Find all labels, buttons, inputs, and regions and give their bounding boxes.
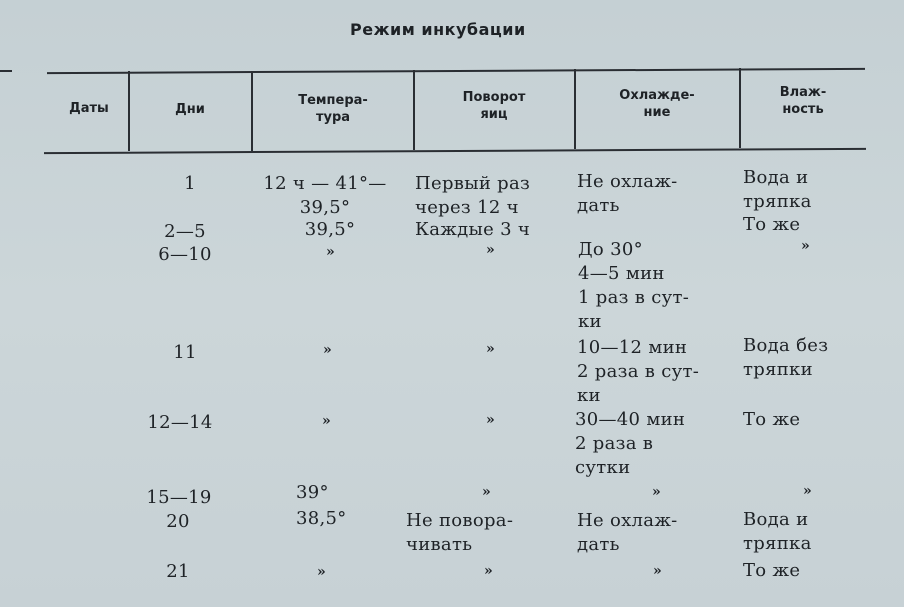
cell-humidity: То же (743, 214, 801, 235)
cell-cooling: 10—12 мин 2 раза в сут- ки (577, 337, 700, 406)
header-humidity: Влаж- ность (779, 85, 827, 117)
header-temperature: Темпера- тура (298, 93, 368, 125)
cell-humidity: » (803, 483, 812, 499)
cell-turning: » (484, 563, 493, 579)
cell-turning: » (486, 242, 495, 258)
cell-humidity: Вода и тряпка (743, 167, 812, 212)
cell-turning: Каждые 3 ч (415, 219, 531, 240)
cell-days: 6—10 (158, 244, 212, 265)
cell-cooling: » (652, 484, 661, 500)
header-dates: Даты (69, 101, 109, 116)
cell-temperature: 38,5° (296, 508, 347, 529)
cell-cooling: » (653, 563, 662, 579)
cell-turning: Не повора- чивать (406, 510, 514, 555)
cell-humidity: Вода и тряпка (743, 509, 812, 554)
cell-cooling: 30—40 мин 2 раза в сутки (575, 409, 686, 478)
cell-turning: » (486, 412, 495, 428)
cell-days: 1 (184, 173, 196, 194)
cell-days: 2—5 (164, 221, 206, 242)
cell-days: 20 (166, 511, 190, 532)
cell-temperature: 39° (296, 482, 329, 503)
cell-turning: » (486, 341, 495, 357)
cell-humidity: Вода без тряпки (743, 335, 829, 380)
margin-rule (0, 70, 12, 72)
cell-cooling: До 30° 4—5 мин 1 раз в сут- ки (578, 239, 690, 332)
cell-days: 15—19 (146, 487, 212, 508)
cell-temperature: 12 ч — 41°— 39,5° (263, 173, 387, 218)
cell-days: 11 (173, 342, 197, 363)
cell-temperature: » (317, 564, 326, 580)
cell-cooling: Не охлаж- дать (577, 510, 678, 555)
header-cooling: Охлажде- ние (619, 88, 695, 120)
cell-temperature: » (326, 244, 335, 260)
cell-days: 21 (166, 561, 190, 582)
table-top-rule (47, 68, 865, 74)
header-bottom-rule (44, 148, 866, 154)
table-title: Режим инкубации (350, 20, 526, 39)
header-turning: Поворот яиц (462, 90, 526, 122)
cell-temperature: » (323, 342, 332, 358)
cell-cooling: Не охлаж- дать (577, 171, 678, 216)
cell-days: 12—14 (147, 412, 213, 433)
cell-temperature: » (322, 413, 331, 429)
cell-temperature: 39,5° (304, 219, 356, 240)
cell-humidity: » (801, 238, 810, 254)
cell-turning: » (482, 484, 491, 500)
cell-turning: Первый раз через 12 ч (415, 173, 531, 218)
header-days: Дни (175, 102, 205, 117)
cell-humidity: То же (743, 560, 801, 581)
cell-humidity: То же (743, 409, 801, 430)
